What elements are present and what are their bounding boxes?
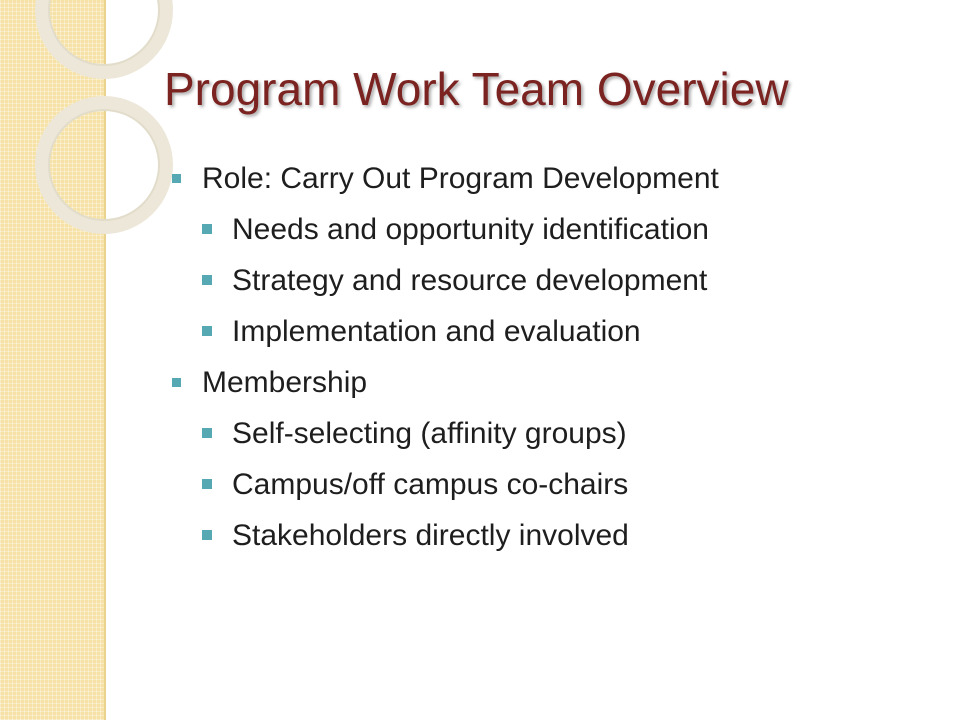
sub-bullet-item-strategy <box>200 264 930 298</box>
bullet-text: Role: Carry Out Program Development <box>202 162 719 195</box>
bullet-text: Campus/off campus co-chairs <box>232 468 629 501</box>
bullet-item-role <box>170 162 930 196</box>
square-bullet-icon <box>202 428 212 438</box>
square-bullet-icon <box>172 174 181 183</box>
square-bullet-icon <box>202 275 212 285</box>
slide-title: Program Work Team Overview <box>164 63 789 115</box>
bullet-text: Needs and opportunity identification <box>232 213 709 246</box>
bullet-text: Membership <box>202 366 368 399</box>
bullet-list <box>170 162 930 570</box>
square-bullet-icon <box>172 378 181 387</box>
sub-bullet-item-stakeholders <box>200 519 930 553</box>
bullet-text: Implementation and evaluation <box>232 315 641 348</box>
square-bullet-icon <box>202 224 212 234</box>
sub-bullet-item-implementation <box>200 315 930 349</box>
sub-bullet-item-self-selecting <box>200 417 930 451</box>
decorative-lower-ring <box>42 103 166 227</box>
square-bullet-icon <box>202 479 212 489</box>
bullet-text: Strategy and resource development <box>232 264 708 297</box>
sub-bullet-item-needs <box>200 213 930 247</box>
decorative-upper-ring <box>42 0 166 72</box>
bullet-text: Stakeholders directly involved <box>232 519 629 552</box>
bullet-text: Self-selecting (affinity groups) <box>232 417 627 450</box>
square-bullet-icon <box>202 530 212 540</box>
bullet-item-membership <box>170 366 930 400</box>
sub-bullet-item-co-chairs <box>200 468 930 502</box>
square-bullet-icon <box>202 326 212 336</box>
